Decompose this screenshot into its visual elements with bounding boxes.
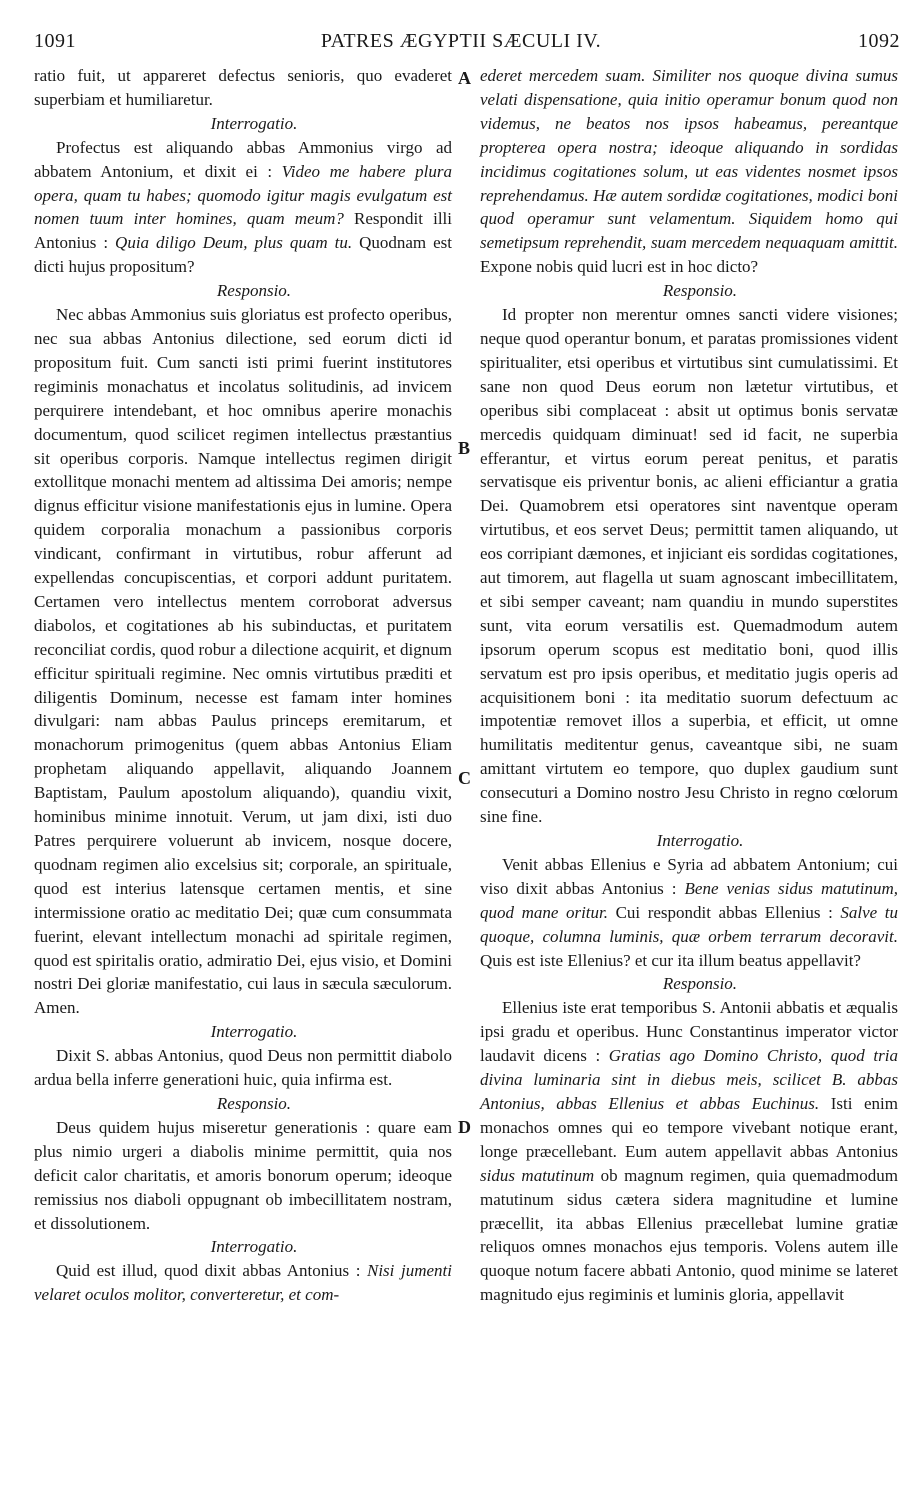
margin-letter-c: C xyxy=(458,768,471,788)
margin-letter-b: B xyxy=(458,438,471,458)
text: ob magnum regimen, quia quemadmodum matutinum sidus cætera sidera magnitudine et lumine præcellit, ita abbas Ellenius præcellebat lumine gratiæ reliquos omnes monachos ejus temporis. Volens autem ille quoque notum facere abbati Antonio, quod minime se lateret magnitudo ejus regiminis et luminis gloria, appellavit xyxy=(480,1165,898,1305)
paragraph: Id propter non merentur omnes sancti videre visiones; neque quod operantur bonum, et paratas promissiones vident spiritualiter, etsi operibus et virtutibus sint cumulatissimi. Et sane non quod Deus eorum non lætetur virtutibus, et operibus sibi complaceat : absit ut optimus bonis servatæ mercedis quidquam diminuat! sed id facit, ne superbia efferantur, et virtus eorum pereat penitus, et paratis servatisque eis priventur bonis, ac alieni efficiantur a gratia Dei. Quamobrem etsi operatores sint naventque operam virtutibus, et eos servet Deus; permittit tamen aliquando, ut eos corripiant dæmones, et injiciant eis sordidas cogitationes, aut timorem, aut flagella ut suam agnoscant imbecillitatem, et sibi semper caveant; nam quandiu in mundo superstites sunt, vita eorum versatilis est. Quemadmodum autem ipsorum operum scopus est meditatio boni, quod illis servatum est pro ipsis operibus, et meditatio jugis operis ad acquisitionem boni : ita meditatio suorum defectuum ac impotentiæ removet illos a superbia, et efficit, ut omne humilitatis meditentur genus, caveantque sibi, ne suam amittant virtutem eo tempore, quo duplex gaudium sunt consecuturi a Domino nostro Jesu Christo in regno cœlorum sine fine. xyxy=(480,305,898,827)
paragraph xyxy=(480,64,898,279)
section-heading: Responsio. xyxy=(216,1093,292,1113)
paragraph xyxy=(34,136,452,279)
page-header xyxy=(0,30,922,60)
text: Profectus est aliquando abbas Ammonius virgo ad abbatem Antonium, et dixit ei : xyxy=(34,137,452,181)
section-heading: Interrogatio. xyxy=(210,113,298,133)
text: Quid est illud, quod dixit abbas Antonius : xyxy=(56,1261,367,1281)
text: Expone nobis quid lucri est in hoc dicto? xyxy=(480,257,759,277)
section-heading: Responsio. xyxy=(662,281,738,301)
running-title: PATRES ÆGYPTII SÆCULI IV. xyxy=(320,30,602,52)
quote: Salve tu quoque, columna luminis, quæ orbem terrarum decoravit. xyxy=(480,902,898,946)
text: Quodnam est dicti hujus propositum? xyxy=(34,233,452,277)
left-column xyxy=(34,64,452,1307)
right-column xyxy=(480,64,898,1307)
quote: Gratias ago Domino Christo, quod tria divina luminaria sint in diebus meis, scilicet B. abbas Antonius, abbas Ellenius et abbas Euchinus. xyxy=(480,1046,898,1113)
text: Cui respondit abbas Ellenius : xyxy=(608,902,841,922)
quote: Nisi jumenti velaret oculos molitor, converteretur, et com- xyxy=(34,1261,452,1305)
section-heading: Interrogatio. xyxy=(210,1022,298,1042)
paragraph: Dixit S. abbas Antonius, quod Deus non permittit diabolo ardua bella inferre generationi huic, quia infirma est. xyxy=(34,1046,452,1090)
quote: Quia diligo Deum, plus quam tu. xyxy=(115,233,353,253)
text: Respondit illi Antonius : xyxy=(34,209,452,253)
section-heading: Interrogatio. xyxy=(210,1237,298,1257)
paragraph: Deus quidem hujus miseretur generationis : quare eam plus nimio urgeri a diabolis minime permittit, quia nos deficit calor charitatis, et amoris bonorum operum; ideoque remissius nos diaboli oppugnant ob imbecillitatem nostram, et dissolutionem. xyxy=(34,1117,452,1233)
section-heading: Interrogatio. xyxy=(656,831,744,850)
text: Isti enim monachos omnes qui eo tempore vivebant notique erant, longe præcellebant. Eum autem appellavit abbas Antonius xyxy=(480,1093,899,1161)
paragraph xyxy=(480,996,898,1307)
quote: Bene venias sidus matutinum, quod mane oritur. xyxy=(480,878,898,922)
page-number-right: 1092 xyxy=(858,30,900,52)
paragraph xyxy=(34,1259,452,1307)
section-heading: Responsio. xyxy=(216,281,292,301)
paragraph xyxy=(480,853,898,973)
quote: ederet mercedem suam. Similiter nos quoque divina sumus velati dispensatione, quia initio operamur bonum quod non videmus, ne beatos nos ipsos habeamus, pereantque propterea opera nostra; ideoque aliquando in sordidas incidimus cogitationes solum, ut eas videntes nosmet ipsos reprehendamus. Hæ autem sordidæ cogitationes, modici boni quod operamur sunt velamentum. Siquidem homo qui semetipsum reprehendit, suam mercedem nequaquam amittit. xyxy=(480,66,898,253)
quote: Video me habere plura opera, quam tu habes; quomodo igitur magis evulgatum est nomen tuum inter homines, quam meum? xyxy=(34,161,452,229)
paragraph: Nec abbas Ammonius suis gloriatus est profecto operibus, nec sua abbas Antonius dilectione, sed eorum dicti id propositum fuit. Cum sancti isti primi fuerint institutores regiminis monachatus et incolatus solitudinis, ad invicem perquirere intendebant, et hoc omnibus aperire monachis documentum, quod scilicet regimen intellectus præstantius sit operibus corporis. Namque intellectus regimen dirigit extollitque monachi mentem ad altissima Dei amoris; nempe dignus efficitur visione manifestationis ejus in lumine. Opera quidem corporalia monachum a passionibus corporis vindicant, confirmant in virtutibus, robur afferunt ad expellendas concupiscentias, et corpori addunt puritatem. Certamen vero intellectus mentem corroborat adversus diabolos, et cogitationes ab his subinductas, et puritatem reconciliat cordis, quod robur a dilectione acquirit, et dignum efficitur spirituali regimine. Nec omnis virtutibus præditi et diligentis Dominum, necesse est famam inter homines divulgari: nam abbas Paulus princeps eremitarum, et monachorum primogenitus (quem abbas Antonius Eliam prophetam aliquando appellavit, aliquando Joannem Baptistam, Paulum apostolum aliquando), quandiu vixit, hominibus minime innotuit. Verum, ut jam dixi, isti duo Patres perquirere voluerunt ab invicem, nosque docere, quodnam regimen alio excelsius sit; corporale, an spirituale, quod est interius latensque certamen mentis, et sine intermissione oratio ac meditatio Dei; quæ cum consummata fuerint, elevant intellectum monachi ad spiritale regimen, quod est spiritalis oratio, admiratio Dei, ejus visio, et Domini nostri Dei gloriæ manifestatio, cui laus in sæcula sæculorum. Amen. xyxy=(34,305,452,1018)
text: Venit abbas Ellenius e Syria ad abbatem Antonium; cui viso dixit abbas Antonius : xyxy=(480,854,898,898)
quote: sidus matutinum xyxy=(480,1165,595,1185)
margin-letter-d: D xyxy=(458,1117,471,1137)
section-heading: Responsio. xyxy=(662,974,738,994)
paragraph: ratio fuit, ut appareret defectus senioris, quo evaderet superbiam et humiliaretur. xyxy=(34,66,452,109)
text: Quis est iste Ellenius? et cur ita illum beatus appellavit? xyxy=(480,950,861,970)
text: Ellenius iste erat temporibus S. Antonii abbatis et æqualis ipsi gradu et operibus. Hunc Constantinus imperator victor laudavit dicens : xyxy=(480,998,898,1066)
margin-letter-a: A xyxy=(458,68,471,88)
page-number-left: 1091 xyxy=(34,30,76,52)
